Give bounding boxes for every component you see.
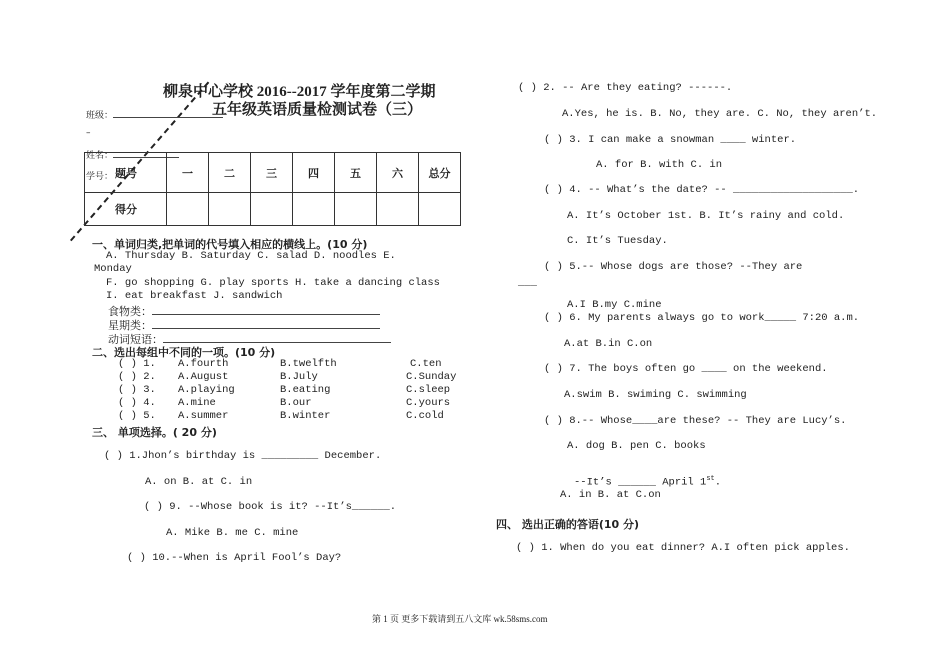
question-3: ( ) 3. I can make a snowman ____ winter. <box>544 134 797 146</box>
question-6-options: A.at B.in C.on <box>564 338 653 350</box>
question-extra-text: --It’s ______ April 1 <box>574 476 707 489</box>
option-b: B.eating <box>280 384 331 396</box>
score-cell <box>209 193 251 226</box>
question-5-options: A.I B.my C.mine <box>567 299 662 311</box>
score-cell <box>419 193 461 226</box>
option-b: B.twelfth <box>280 358 337 370</box>
question-4: ( ) 4. -- What’s the date? -- ___________________. <box>544 184 860 196</box>
question-8: ( ) 8.-- Whose____are these? -- They are Lucy’s. <box>544 415 847 427</box>
list-item-number: ( ) 3. <box>118 384 156 396</box>
score-header-cell: 六 <box>377 153 419 193</box>
option-c: C.cold <box>406 410 444 422</box>
ordinal-suffix: st <box>706 475 715 483</box>
option-a: A.August <box>178 371 229 383</box>
phrase-label: 动词短语： <box>108 333 163 346</box>
question-4-options-ab: A. It’s October 1st. B. It’s rainy and cold. <box>567 210 845 222</box>
question-3-options: A. for B. with C. in <box>596 159 723 171</box>
id-label: 学号： <box>86 172 114 182</box>
question-2-options: A.Yes, he is. B. No, they are. C. No, they aren’t. <box>562 108 878 120</box>
question-extra-options: A. in B. at C.on <box>560 489 661 501</box>
score-cell <box>377 193 419 226</box>
question-6: ( ) 6. My parents always go to work_____ 7:20 a.m. <box>544 312 860 324</box>
question-7-options: A.swim B. swiming C. swimming <box>564 389 747 401</box>
section1-words-line3: I. eat breakfast J. sandwich <box>106 290 283 302</box>
section1-words-line1: A. Thursday B. Saturday C. salad D. noodles E. <box>106 250 396 262</box>
option-a: A.fourth <box>178 358 229 370</box>
option-a: A.summer <box>178 410 229 422</box>
option-b: B.July <box>280 371 318 383</box>
score-cell <box>293 193 335 226</box>
class-field <box>86 106 223 121</box>
section2-heading: 二、选出每组中不同的一项。(10 分) <box>92 346 276 359</box>
score-header-cell: 二 <box>209 153 251 193</box>
phrase-blank <box>163 331 391 343</box>
name-label: 姓名： <box>86 151 114 161</box>
question-extra <box>574 475 721 489</box>
score-header-cell: 一 <box>167 153 209 193</box>
score-cell <box>335 193 377 226</box>
title-line-1: 柳泉中心学校 2016--2017 学年度第二学期 <box>163 84 436 100</box>
score-cell <box>167 193 209 226</box>
score-table <box>84 152 461 226</box>
list-item-number: ( ) 2. <box>118 371 156 383</box>
question-4-option-c: C. It’s Tuesday. <box>567 235 668 247</box>
option-c: C.yours <box>406 397 451 409</box>
question-7: ( ) 7. The boys often go ____ on the weekend. <box>544 363 828 375</box>
section4-heading: 四、 选出正确的答语(10 分) <box>496 518 640 531</box>
section1-words-line1b: Monday <box>94 263 132 275</box>
food-label: 食物类： <box>108 305 152 318</box>
score-header-cell: 题号 <box>85 153 167 193</box>
section4-question-1: ( ) 1. When do you eat dinner? A.I often pick apples. <box>516 542 850 554</box>
page-footer: 第 1 页 更多下载请到五八文库 wk.58sms.com <box>372 614 548 624</box>
class-label: 班级： <box>86 111 114 121</box>
score-header-cell: 三 <box>251 153 293 193</box>
question-1-options: A. on B. at C. in <box>145 476 253 488</box>
week-blank <box>152 317 380 329</box>
question-2: ( ) 2. -- Are they eating? ------. <box>518 82 733 94</box>
list-item-number: ( ) 5. <box>118 410 156 422</box>
option-b: B.our <box>280 397 312 409</box>
section3-heading: 三、 单项选择。( 20 分) <box>92 426 217 439</box>
question-5-blank: ___ <box>518 277 537 289</box>
question-9-options: A. Mike B. me C. mine <box>166 527 299 539</box>
score-header-cell: 四 <box>293 153 335 193</box>
option-c: C.ten <box>410 358 442 370</box>
score-header-cell: 五 <box>335 153 377 193</box>
section1-heading: 一、单词归类,把单词的代号填入相应的横线上。(10 分) <box>92 238 368 251</box>
option-c: C.sleep <box>406 384 451 396</box>
score-header-cell: 总分 <box>419 153 461 193</box>
question-extra-end: . <box>714 476 722 489</box>
food-blank <box>152 303 380 315</box>
question-9: ( ) 9. --Whose book is it? --It’s______. <box>144 501 397 513</box>
option-a: A.playing <box>178 384 235 396</box>
week-label: 星期类： <box>108 319 152 332</box>
title-line-2: 五年级英语质量检测试卷（三） <box>212 102 423 118</box>
question-10: ( ) 10.--When is April Fool’s Day? <box>127 552 342 564</box>
dash-mark: – <box>86 128 91 138</box>
option-c: C.Sunday <box>406 371 457 383</box>
question-8-options: A. dog B. pen C. books <box>567 440 706 452</box>
class-blank <box>113 106 223 118</box>
list-item-number: ( ) 1. <box>118 358 156 370</box>
score-cell <box>251 193 293 226</box>
option-b: B.winter <box>280 410 331 422</box>
list-item-number: ( ) 4. <box>118 397 156 409</box>
section1-words-line2: F. go shopping G. play sports H. take a dancing class <box>106 277 440 289</box>
option-a: A.mine <box>178 397 216 409</box>
question-5: ( ) 5.-- Whose dogs are those? --They are <box>544 261 803 273</box>
question-1: ( ) 1.Jhon’s birthday is _________ December. <box>104 450 382 462</box>
score-row-label: 得分 <box>85 193 167 226</box>
